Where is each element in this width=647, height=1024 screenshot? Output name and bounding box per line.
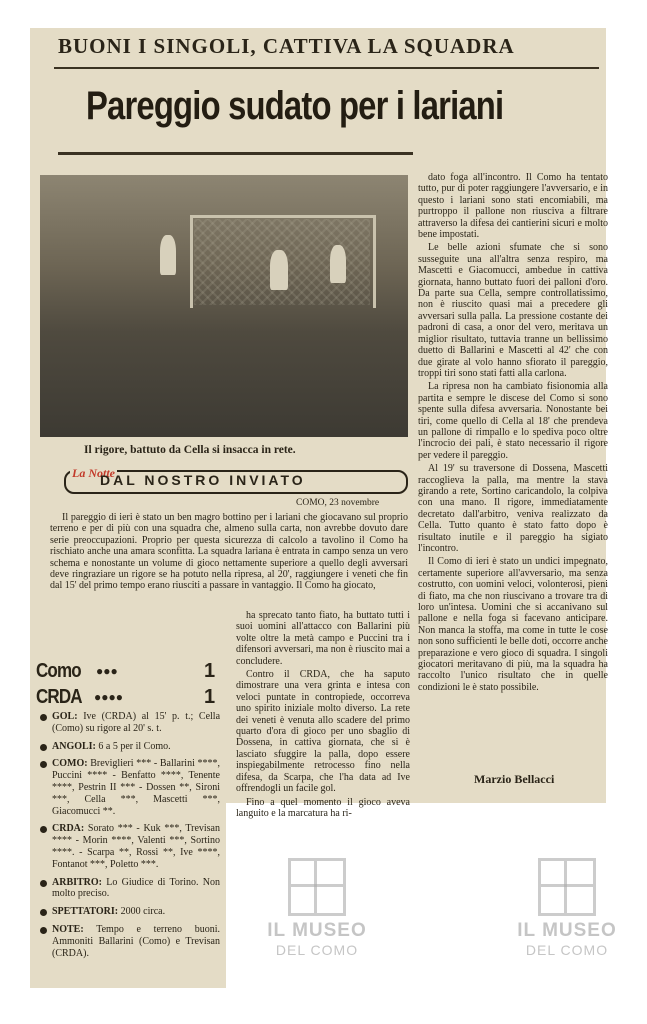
match-photo — [40, 175, 408, 437]
bullet-icon — [40, 880, 47, 887]
home-team: Como — [36, 660, 81, 682]
divider — [54, 67, 599, 69]
divider — [58, 152, 413, 155]
article-headline: Pareggio sudato per i lariani — [86, 84, 504, 128]
author-signature: Marzio Bellacci — [474, 772, 555, 786]
dateline: COMO, 23 novembre — [296, 498, 380, 508]
bullet-icon — [40, 744, 47, 751]
paragraph: Le belle azioni sfumate che si sono susseguite una all'altra senza respiro, ma Mascetti e Giacomucci, ambedue in cattiva giornata, hanno buttato fuori dei palloni d'oro. Da parte sua Cella, sempre controllatissimo, non è riuscito quasi mai a precedere gli avversari sulla palla. La pressione costante dei padroni di casa, a onor del vero, meritava un miglior risultato, tuttavia tranne un bellissimo duetto di Ballarini e Mascetti al 42' che con due girate al volo hanno sfiorato il pareggio, troppi tiri sono stati fatti alla carlona. — [418, 242, 608, 379]
bullet-icon — [40, 927, 47, 934]
photo-caption: Il rigore, battuto da Cella si insacca in rete. — [84, 444, 296, 456]
player-figure — [330, 245, 346, 283]
paragraph: Al 19' su traversone di Dossena, Mascetti raccoglieva la palla, ma mentre la stava girando a rete, Sortino caricandolo, la colpiva con una mano. Il rigore, immediatamente decretato dall'arbitro, veniva realizzato da Cella. Tutto quanto è stato fatto dopo è risultato inutile e il pareggio ha sigiato l'incontro. — [418, 463, 608, 554]
article-intro: Il pareggio di ieri è stato un ben magro bottino per i lariani che giocavano sul proprio terreno e per di più con una squadra che, almeno sulla carta, non avrebbe dovuto dare serie preoccupazioni. Proprio per questa sicurezza di calcolo a tavolino il Como ha rischiato anche una amara sconfitta. La squadra lariana è entrata in campo senza un vero schema e nonostante un volume di gioco nettamente superiore a quello degli avversari deve ringraziare un rigore se ha potuto nella ripresa, al 20', raggiungere i veneti che fin dal 15' del primo tempo erano riusciti a passare in vantaggio. Il Como ha giocato, — [50, 512, 408, 592]
match-facts — [40, 711, 220, 965]
away-team: CRDA — [36, 686, 82, 708]
fact-como-lineup: COMO: Breviglieri *** - Ballarini ****, Puccini **** - Benfatto ****, Tenente ****, Pestrin II *** - Dossen **, Sironi ***, Cella ***, Mascetti ***, Giacomucci **. — [40, 758, 220, 817]
player-figure — [160, 235, 176, 275]
paragraph: La ripresa non ha cambiato fisionomia alla partita e sempre le discese del Como si sono spente sulla difesa avversaria. Nonostante bei tiri, come quello di Cella al 18' che prendeva un pallone di rimpallo e lo spediva poco oltre l'incrocio dei pali, è stato necessario il rigore per vedere il pareggio. — [418, 381, 608, 461]
paragraph: ha sprecato tanto fiato, ha buttato tutti i suoi uomini all'attacco con Ballarini più volte oltre la metà campo e Puccini tra i difensori avversari, ma non è riuscito mai a concludere. — [236, 610, 410, 667]
article-right-column — [418, 172, 608, 695]
article-middle-column — [236, 610, 410, 821]
home-rating: ●●● — [96, 664, 118, 678]
player-figure — [270, 250, 288, 290]
fact-referee: ARBITRO: Lo Giudice di Torino. Non molto preciso. — [40, 877, 220, 901]
paragraph: dato foga all'incontro. Il Como ha tentato tutto, pur di poter raggiungere l'avversario, e in questo i lariani sono stati encomiabili, ma purtroppo il pallone non riusciva a filtrare attraverso la difesa dei cantierini sicuri e molto bene impostati. — [418, 172, 608, 241]
fact-spectators: SPETTATORI: 2000 circa. — [40, 906, 220, 918]
bullet-icon — [40, 761, 47, 768]
away-rating: ●●●● — [94, 690, 123, 704]
paragraph: Fino a quel momento il gioco aveva languito e la marcatura ha ri- — [236, 796, 410, 819]
fact-goals: GOL: Ive (CRDA) al 15' p. t.; Cella (Como) su rigore al 20' s. t. — [40, 711, 220, 735]
fact-crda-lineup: CRDA: Sorato *** - Kuk ***, Trevisan **** - Morin ****, Valenti ***, Sortino ****. - Scarpa **, Rossi **, Ive ****, Fontanot ***, Poletto ***. — [40, 823, 220, 870]
away-score: 1 — [204, 686, 215, 708]
museum-logo-icon — [538, 858, 596, 916]
newspaper-logo: La Notte — [72, 466, 115, 480]
bullet-icon — [40, 714, 47, 721]
fact-notes: NOTE: Tempo e terreno buoni. Ammoniti Ballarini (Como) e Trevisan (CRDA). — [40, 924, 220, 959]
museum-watermark: IL MUSEO DEL COMO — [262, 858, 372, 958]
fact-corners: ANGOLI: 6 a 5 per il Como. — [40, 741, 220, 753]
paragraph: Contro il CRDA, che ha saputo dimostrare una vera grinta e intesa con veloci puntate in contropiede, occorreva uno spirito iniziale molto diverso. La rete dei veneti è venuta allo scadere del primo quarto d'ora di gioco per uno sbaglio di Dossena, in cattiva giornata, che si è lasciato sfuggire la palla, dopo essere inspiegabilmente retrocesso fino nella difesa, da Scarpa, che l'ha data ad Ive offrendogli un facile gol. — [236, 669, 410, 795]
article-overline: BUONI I SINGOLI, CATTIVA LA SQUADRA — [58, 34, 515, 58]
paragraph: Il Como di ieri è stato un undici impegnato, certamente superiore all'avversario, ma senza costrutto, con uomini veloci, volonterosi, pieni di fiato, ma che non riuscivano a trovare tra di loro un'intesa. Uomini che si accanivano sul pallone e nella foga si facevano anticipare. Non manca la stoffa, ma come in tutte le cose non sono sufficienti le belle doti, occorre anche preparazione e vero gioco di squadra. I singoli giocatori meritavano di più, ma la squadra ha raccolto l'unico risultato che in quelle condizioni le è stato possibile. — [418, 556, 608, 693]
museum-watermark: IL MUSEO DEL COMO — [512, 858, 622, 958]
bullet-icon — [40, 826, 47, 833]
bullet-icon — [40, 909, 47, 916]
byline: DAL NOSTRO INVIATO — [100, 472, 306, 488]
museum-logo-icon — [288, 858, 346, 916]
home-score: 1 — [204, 660, 215, 682]
